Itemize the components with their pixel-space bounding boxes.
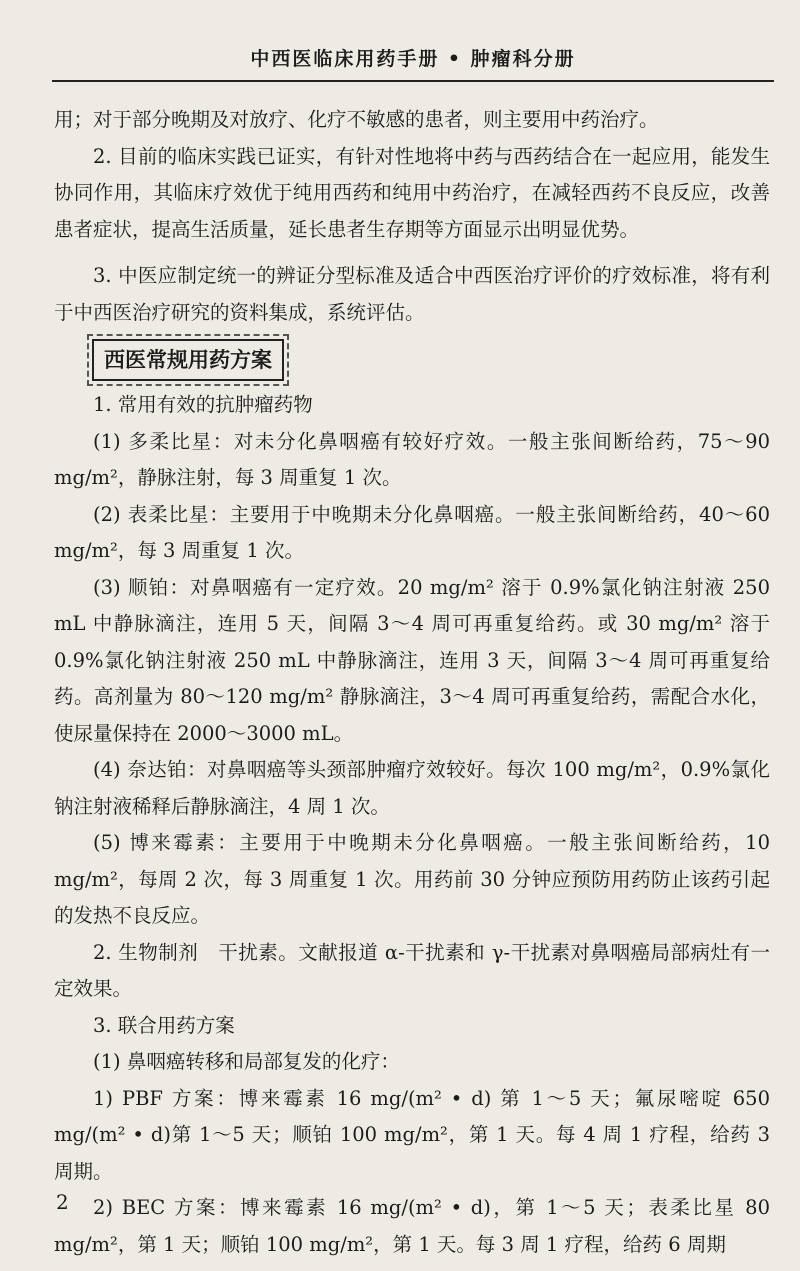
paragraph: 2. 目前的临床实践已证实，有针对性地将中药与西药结合在一起应用，能发生协同作用，其临床疗效优于纯用西药和纯用中药治疗，在减轻西药不良反应，改善患者症状，提高生活质量，延长患者生存期等方面显示出明显优势。 xyxy=(54,144,770,241)
section-heading-row xyxy=(54,331,770,387)
subheading: 2. 生物制剂 干扰素。文献报道 α-干扰素和 γ-干扰素对鼻咽癌局部病灶有一定效果。 xyxy=(54,940,770,1000)
drug-item: (1) 多柔比星：对未分化鼻咽癌有较好疗效。一般主张间断给药，75～90 mg/m²，静脉注射，每 3 周重复 1 次。 xyxy=(54,429,770,489)
section-heading: 西医常规用药方案 xyxy=(92,339,284,381)
running-header: 中西医临床用药手册 • 肿瘤科分册 xyxy=(250,48,576,70)
page-number: 2 xyxy=(56,1190,69,1214)
drug-item: (4) 奈达铂：对鼻咽癌等头颈部肿瘤疗效较好。每次 100 mg/m²，0.9%氯化钠注射液稀释后静脉滴注，4 周 1 次。 xyxy=(54,758,770,818)
subheading: 1. 常用有效的抗肿瘤药物 xyxy=(93,393,313,416)
regimen-item: (1) 鼻咽癌转移和局部复发的化疗： xyxy=(93,1050,400,1073)
drug-item: (5) 博来霉素：主要用于中晚期未分化鼻咽癌。一般主张间断给药，10 mg/m²，每周 2 次，每 3 周重复 1 次。用药前 30 分钟应预防用药防止该药引起的发热不良反应。 xyxy=(54,831,770,927)
drug-item: (3) 顺铂：对鼻咽癌有一定疗效。20 mg/m² 溶于 0.9%氯化钠注射液 250 mL 中静脉滴注，连用 5 天，间隔 3～4 周可再重复给药。或 30 mg/m² 溶于 0.9%氯化钠注射液 250 mL 中静脉滴注，连用 3 天，间隔 3～4 周可再重复给药。高剂量为 80～120 mg/m² 静脉滴注，3～4 周可再重复给药，需配合水化，使尿量保持在 2000～3000 mL。 xyxy=(54,575,770,745)
drug-item: (2) 表柔比星：主要用于中晚期未分化鼻咽癌。一般主张间断给药，40～60 mg/m²，每 3 周重复 1 次。 xyxy=(54,502,770,562)
regimen-item: 2) BEC 方案：博来霉素 16 mg/(m² • d)，第 1～5 天；表柔比星 80 mg/m²，第 1 天；顺铂 100 mg/m²，第 1 天。每 3 周 1 疗程，给药 6 周期 xyxy=(54,1196,770,1256)
paragraph: 用；对于部分晚期及对放疗、化疗不敏感的患者，则主要用中药治疗。 xyxy=(54,108,659,131)
page-body xyxy=(54,102,770,1263)
subheading: 3. 联合用药方案 xyxy=(93,1013,235,1037)
header-rule xyxy=(52,80,774,82)
regimen-item: 1) PBF 方案：博来霉素 16 mg/(m² • d) 第 1～5 天；氟尿嘧啶 650 mg/(m² • d)第 1～5 天；顺铂 100 mg/m²，第 1 天。每 4 周 1 疗程，给药 3 周期。 xyxy=(54,1086,770,1183)
paragraph: 3. 中医应制定统一的辨证分型标准及适合中西医治疗评价的疗效标准，将有利于中西医治疗研究的资料集成，系统评估。 xyxy=(54,264,770,324)
